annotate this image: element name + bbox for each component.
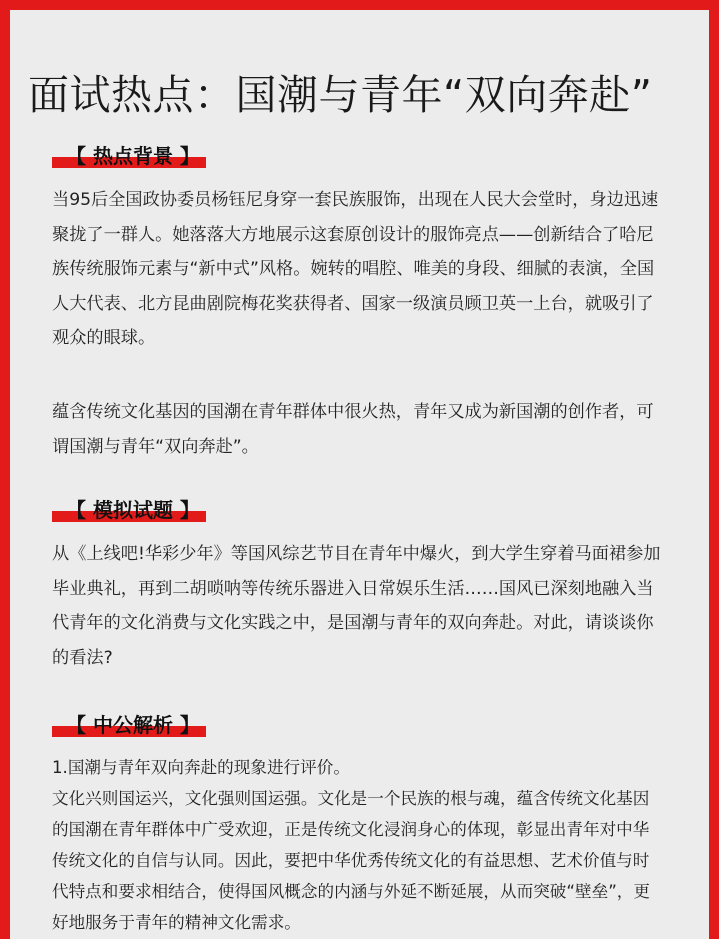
section-header-label: 【 热点背景 】 [66, 144, 200, 168]
background-paragraph-2: 蕴含传统文化基因的国潮在青年群体中很火热，青年又成为新国潮的创作者，可谓国潮与青年“双向奔赴”。 [52, 402, 654, 457]
question-paragraph: 从《上线吧!华彩少年》等国风综艺节目在青年中爆火，到大学生穿着马面裙参加毕业典礼，再到二胡唢呐等传统乐器进入日常娱乐生活……国风已深刻地融入当代青年的文化消费与文化实践之中，是国潮与青年的双向奔赴。对此，请谈谈你的看法? [52, 544, 661, 668]
analysis-point-1: 1.国潮与青年双向奔赴的现象进行评价。 [52, 758, 350, 777]
section-header-label: 【 中公解析 】 [66, 713, 200, 737]
analysis-paragraph: 文化兴则国运兴，文化强则国运强。文化是一个民族的根与魂，蕴含传统文化基因的国潮在青年群体中广受欢迎，正是传统文化浸润身心的体现，彰显出青年对中华传统文化的自信与认同。因此，要把中华优秀传统文化的有益思想、艺术价值与时代特点和要求相结合，使得国风概念的内涵与外延不断延展，从而突破“壁垒”，更好地服务于青年的精神文化需求。 [52, 789, 650, 932]
page-title: 面试热点：国潮与青年“双向奔赴” [28, 71, 653, 119]
background-paragraph-1: 当95后全国政协委员杨钰尼身穿一套民族服饰，出现在人民大会堂时，身边迅速聚拢了一群人。她落落大方地展示这套原创设计的服饰亮点——创新结合了哈尼族传统服饰元素与“新中式”风格。婉转的唱腔、唯美的身段、细腻的表演，全国人大代表、北方昆曲剧院梅花奖获得者、国家一级演员顾卫英一上台，就吸引了观众的眼球。 [52, 190, 659, 348]
section-header-label: 【 模拟试题 】 [66, 498, 200, 522]
